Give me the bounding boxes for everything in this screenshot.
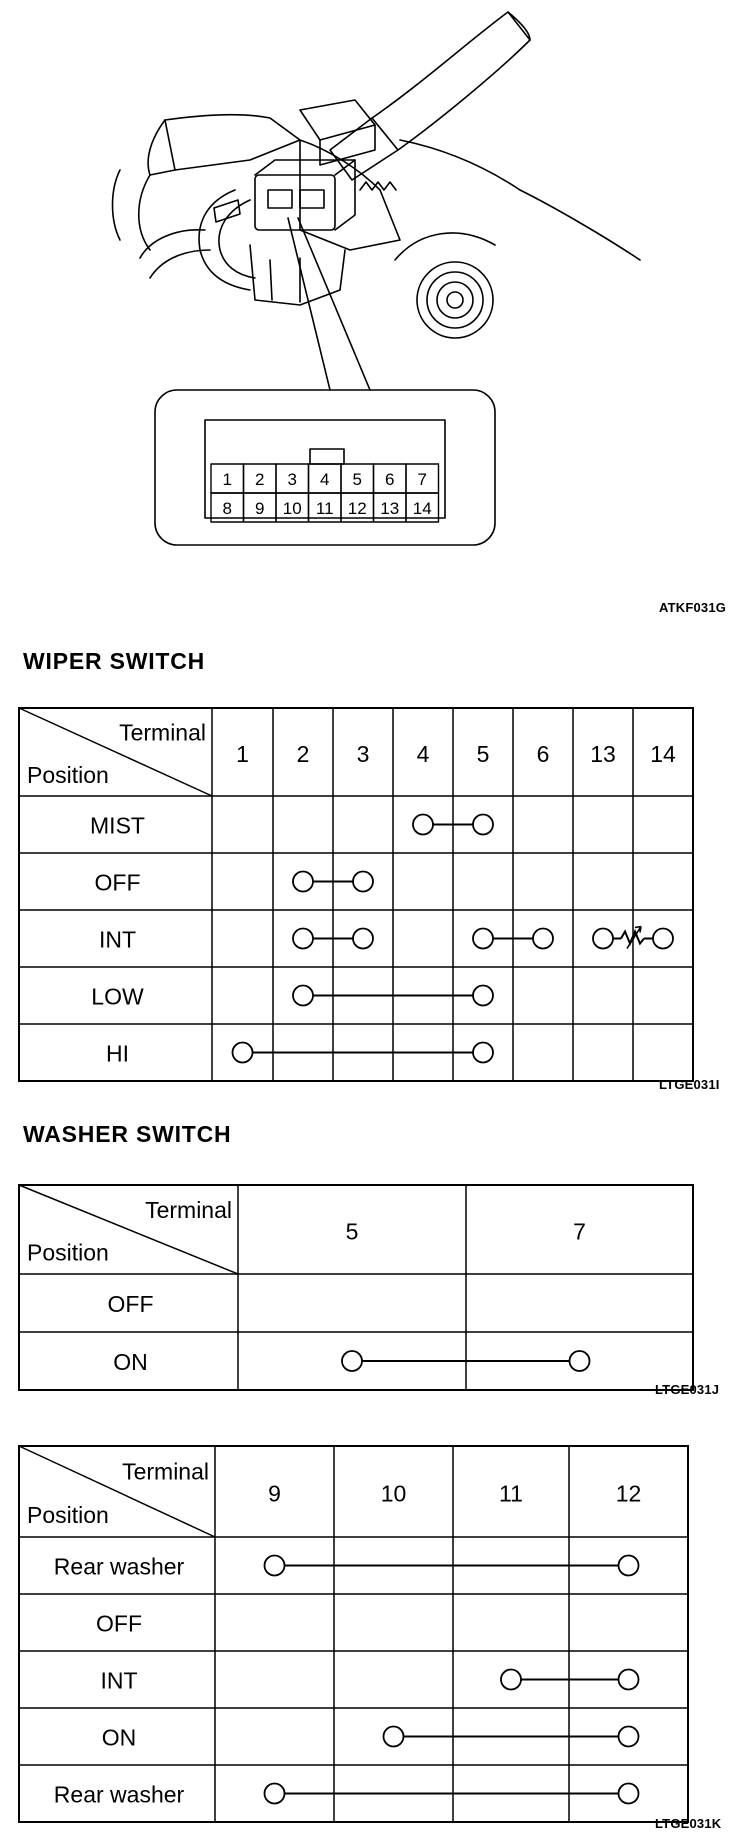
washer-header-diagonal: [19, 1185, 238, 1274]
wiper-position-hi: HI: [106, 1040, 129, 1067]
washer-terminal-5: 5: [345, 1218, 359, 1245]
washer-table-code: LTGE031J: [655, 1382, 720, 1397]
connector-pin-label: 4: [320, 470, 330, 489]
wiper-terminal-4: 4: [416, 741, 430, 767]
wiper-terminal-node: [473, 1043, 493, 1063]
rear-switch-grid: [19, 1446, 688, 1822]
connector-pin-label: 9: [255, 499, 265, 518]
wiper-terminal-14: 14: [650, 741, 676, 767]
rear-terminal-node: [265, 1784, 285, 1804]
rear-header-diagonal: [19, 1446, 215, 1537]
washer-terminal-node: [342, 1351, 362, 1371]
washer-header-position: Position: [27, 1239, 109, 1266]
rear-terminal-node: [265, 1556, 285, 1576]
washer-terminal-node: [570, 1351, 590, 1371]
wiper-terminal-node: [593, 929, 613, 949]
wiper-position-int: INT: [98, 926, 137, 953]
wiper-resistor-symbol: [621, 932, 644, 944]
washer-header-terminal: Terminal: [145, 1196, 232, 1223]
wiper-terminal-node: [473, 815, 493, 835]
rear-position-rear-washer: Rear washer: [53, 1553, 185, 1580]
rear-terminal-node: [384, 1727, 404, 1747]
rear-terminal-node: [619, 1670, 639, 1690]
rear-table-code: LTGE031K: [655, 1816, 722, 1831]
wiper-header-position: Position: [27, 761, 109, 788]
connector-latch: [310, 449, 344, 464]
wiper-terminal-3: 3: [356, 741, 370, 767]
wiper-terminal-node: [413, 815, 433, 835]
connector-figure-code: ATKF031G: [659, 600, 727, 615]
connector-pin-label: 2: [255, 470, 265, 489]
wiper-position-low: LOW: [91, 983, 144, 1010]
rear-position-on: ON: [101, 1724, 137, 1751]
wiper-position-mist: MIST: [90, 812, 145, 839]
connector-pin-label: 3: [287, 470, 297, 489]
washer-position-off: OFF: [107, 1291, 154, 1317]
rear-terminal-11: 11: [499, 1480, 523, 1507]
wiper-terminal-13: 13: [590, 741, 616, 767]
wiper-switch-title: WIPER SWITCH: [23, 648, 206, 674]
rear-table-border: [19, 1446, 688, 1822]
washer-switch-title: WASHER SWITCH: [23, 1121, 232, 1147]
wiper-terminal-node: [293, 929, 313, 949]
connector-pin-label: 7: [417, 470, 427, 489]
washer-position-on: ON: [113, 1349, 148, 1375]
wiper-position-off: OFF: [94, 869, 141, 896]
connector-pin-label: 11: [315, 499, 334, 518]
wiper-variable-arrow: [627, 927, 641, 949]
wiper-header-diagonal: [19, 708, 212, 796]
rear-terminal-node: [619, 1556, 639, 1576]
connector-pin-label: 1: [222, 470, 232, 489]
wiper-terminal-1: 1: [236, 741, 249, 767]
rear-header-position: Position: [27, 1502, 109, 1529]
connector-pin-label: 6: [385, 470, 395, 489]
steering-column-drawing: [113, 12, 641, 338]
combination-switch-illustration: [0, 0, 736, 600]
connector-pin-label: 14: [412, 499, 432, 518]
rear-terminal-node: [619, 1784, 639, 1804]
rear-position-int: INT: [100, 1667, 138, 1694]
wiper-header-terminal: Terminal: [119, 719, 206, 746]
connector-face: [205, 420, 445, 522]
connector-pin-label: 12: [347, 499, 367, 518]
wiper-terminal-6: 6: [536, 741, 550, 767]
connector-pin-label: 8: [222, 499, 232, 518]
rear-terminal-node: [501, 1670, 521, 1690]
rear-terminal-10: 10: [380, 1480, 407, 1507]
wiper-terminal-node: [293, 872, 313, 892]
wiper-table-border: [19, 708, 693, 1081]
rear-terminal-9: 9: [268, 1480, 281, 1507]
washer-terminal-7: 7: [573, 1218, 586, 1245]
connector-pin-label: 5: [352, 470, 362, 489]
connector-pin-label: 13: [380, 499, 400, 518]
wiper-terminal-node: [353, 929, 373, 949]
rear-terminal-node: [619, 1727, 639, 1747]
wiper-terminal-node: [353, 872, 373, 892]
wiper-terminal-node: [233, 1043, 253, 1063]
wiper-terminal-2: 2: [296, 741, 310, 767]
wiper-switch-grid: [19, 708, 693, 1081]
rear-position-off: OFF: [96, 1610, 142, 1637]
wiper-terminal-node: [473, 986, 493, 1006]
rear-terminal-12: 12: [615, 1480, 642, 1507]
wiper-table-code: LTGE031I: [659, 1077, 720, 1092]
washer-switch-grid: [19, 1185, 693, 1390]
rear-header-terminal: Terminal: [122, 1458, 209, 1485]
wiper-terminal-node: [653, 929, 673, 949]
washer-table-border: [19, 1185, 693, 1390]
wiper-terminal-node: [293, 986, 313, 1006]
wiper-terminal-5: 5: [476, 741, 490, 767]
wiper-terminal-node: [533, 929, 553, 949]
rear-position-rear-washer: Rear washer: [53, 1781, 185, 1808]
wiper-terminal-node: [473, 929, 493, 949]
connector-pin-label: 10: [282, 499, 302, 518]
